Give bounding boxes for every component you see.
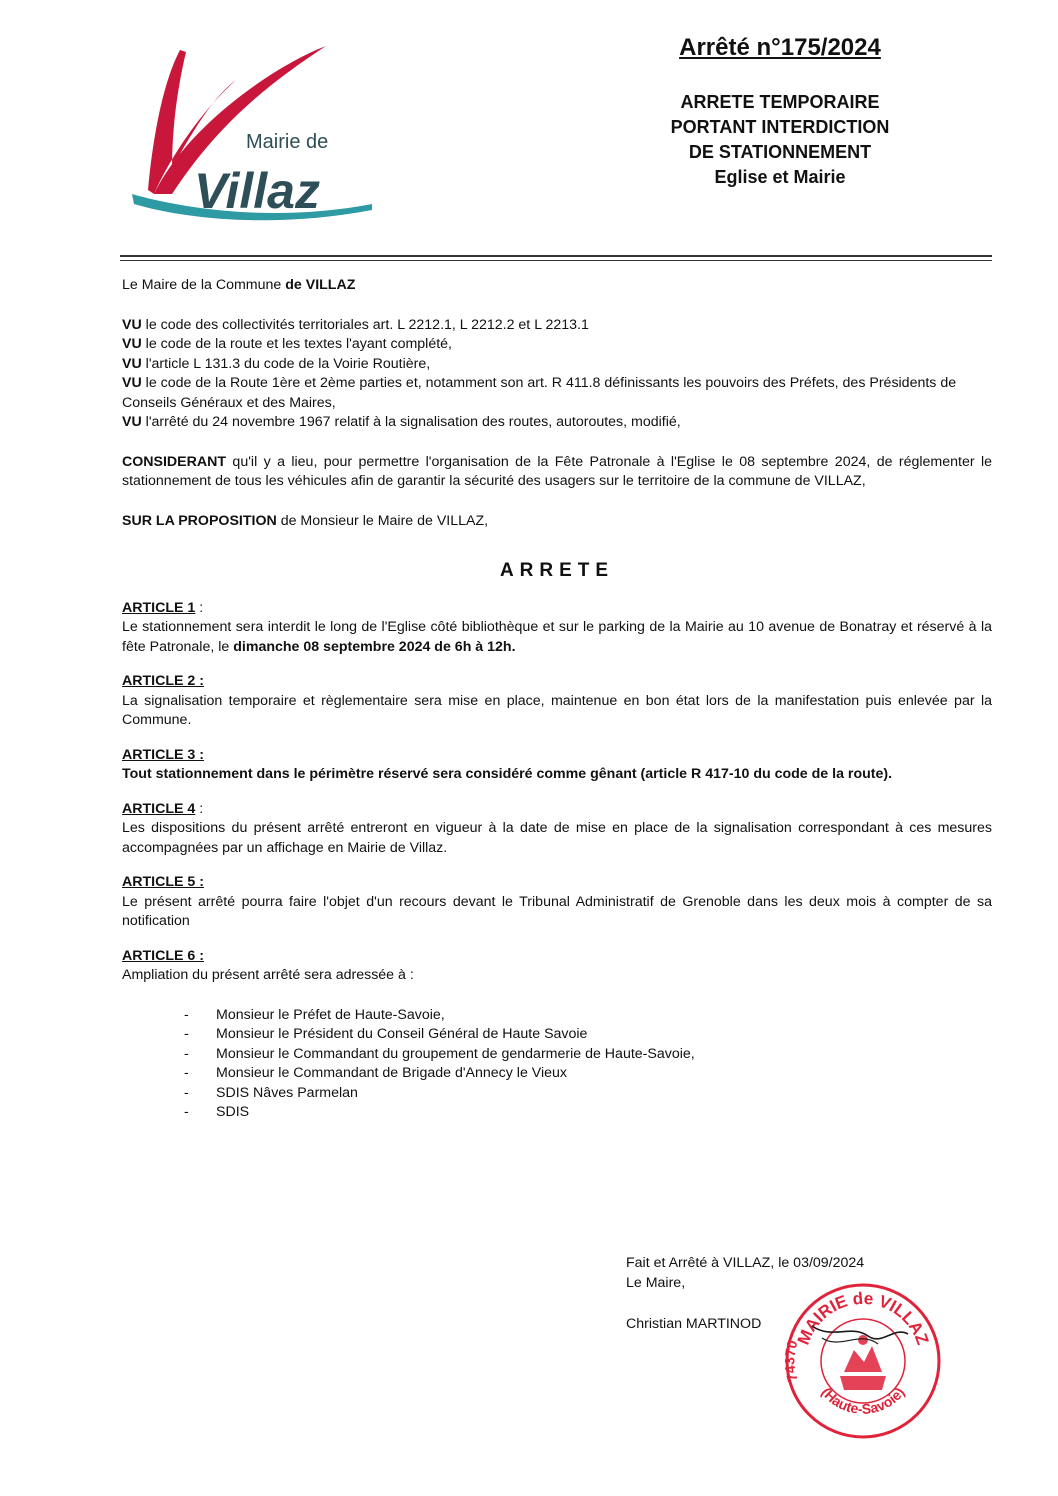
document-subtitle: [560, 90, 1000, 190]
list-item: [122, 1025, 992, 1045]
list-item-text: Monsieur le Commandant de Brigade d'Annecy le Vieux: [216, 1065, 568, 1081]
subtitle-line-2: PORTANT INTERDICTION: [670, 117, 890, 137]
list-bullet: -: [184, 1065, 189, 1081]
vu-text: le code de la route et les textes l'ayant complété,: [141, 336, 453, 352]
article-text: Ampliation du présent arrêté sera adressée à :: [122, 967, 414, 983]
article-3: [122, 746, 992, 785]
list-item-text: Monsieur le Préfet de Haute-Savoie,: [216, 1006, 445, 1023]
subtitle-line-4: Eglise et Mairie: [714, 167, 846, 187]
article-4: [122, 800, 992, 859]
signature-role: Le Maire,: [626, 1274, 686, 1291]
considerant-text: qu'il y a lieu, pour permettre l'organisation de la Fête Patronale à l'Eglise le 08 septembre 2024, de réglementer le stationnement de tous les véhicules afin de garantir la sécurité des usagers sur le territoire de la commune de VILLAZ,: [122, 453, 992, 489]
article-title: ARTICLE 1: [122, 599, 196, 616]
recipient-list: [122, 1006, 992, 1123]
vu-text: l'article L 131.3 du code de la Voirie Routière,: [141, 355, 431, 372]
list-item: [122, 1045, 992, 1065]
article-1: [122, 599, 992, 658]
article-heading: [122, 947, 992, 967]
intro-bold: de VILLAZ: [285, 277, 356, 293]
article-body: [122, 765, 992, 785]
intro: [122, 276, 992, 296]
vu-label: VU: [122, 355, 142, 372]
vu-item: [122, 413, 992, 433]
article-heading: [122, 672, 992, 692]
article-6: [122, 947, 992, 1123]
stamp-emblem-icon: [840, 1335, 886, 1390]
header-divider: [120, 255, 992, 261]
arrete-heading: ARRETE: [499, 560, 615, 581]
official-stamp: [782, 1280, 944, 1442]
article-title: ARTICLE 4: [122, 800, 196, 817]
spacer: [122, 433, 992, 453]
article-body: [122, 966, 992, 986]
signatory-name: Christian MARTINOD: [626, 1316, 762, 1332]
article-heading: [122, 873, 992, 893]
article-title: ARTICLE 5 :: [122, 874, 204, 890]
article-title: ARTICLE 3 :: [122, 746, 204, 763]
vu-item: [122, 335, 992, 355]
article-text: La signalisation temporaire et règlementaire sera mise en place, maintenue en bon état lors de la manifestation puis enlevée par la Commune.: [122, 692, 992, 728]
vu-label: VU: [122, 414, 142, 430]
article-body: [122, 893, 992, 932]
article-bold: Tout stationnement dans le périmètre réservé sera considéré comme gênant (article R 417-10 du code de la route).: [122, 766, 893, 782]
list-item-text: Monsieur le Commandant du groupement de gendarmerie de Haute-Savoie,: [216, 1045, 695, 1062]
spacer: [122, 492, 992, 512]
article-text: Les dispositions du présent arrêté entreront en vigueur à la date de mise en place de la signalisation correspondant à ces mesures accompagnées par un affichage en Mairie de Villaz.: [122, 820, 992, 856]
vu-label: VU: [122, 336, 142, 352]
list-item: [122, 1103, 992, 1123]
logo-line2: Villaz: [194, 163, 320, 219]
document-body: [122, 276, 992, 1138]
vu-text: le code des collectivités territoriales art. L 2212.1, L 2212.2 et L 2213.1: [141, 316, 589, 333]
logo-line1: Mairie de: [246, 131, 329, 153]
considerant-paragraph: [122, 453, 992, 492]
divider-line-thick: [120, 255, 992, 257]
proposition-paragraph: [122, 512, 992, 532]
vu-list: [122, 316, 992, 433]
article-bold: dimanche 08 septembre 2024 de 6h à 12h.: [233, 638, 516, 655]
article-title: ARTICLE 6 :: [122, 947, 204, 964]
article-body: [122, 618, 992, 657]
article-body: [122, 819, 992, 858]
list-bullet: -: [184, 1006, 189, 1023]
vu-label: VU: [122, 316, 142, 333]
intro-text: Le Maire de la Commune: [122, 277, 286, 293]
spacer: [122, 296, 992, 316]
article-heading: [122, 800, 992, 820]
article-title: ARTICLE 2 :: [122, 673, 204, 689]
vu-text: le code de la Route 1ère et 2ème parties et, notamment son art. R 411.8 définissants les pouvoirs des Préfets, des Présidents de Conseils Généraux et des Maires,: [122, 375, 957, 411]
list-bullet: -: [184, 1026, 189, 1042]
vu-item: [122, 355, 992, 375]
list-item-text: Monsieur le Président du Conseil Général de Haute Savoie: [216, 1026, 588, 1042]
article-heading: [122, 599, 992, 619]
list-bullet: -: [184, 1084, 189, 1101]
article-sep: :: [195, 800, 204, 817]
divider-line-thin: [120, 260, 992, 261]
mairie-logo: [128, 44, 378, 224]
article-5: [122, 873, 992, 932]
proposition-label: SUR LA PROPOSITION: [122, 512, 277, 529]
vu-item: [122, 316, 992, 336]
stamp-top-text: MAIRIE de VILLAZ: [793, 1288, 933, 1348]
article-2: [122, 672, 992, 731]
stamp-bottom-text: (Haute-Savoie): [818, 1384, 908, 1418]
list-item: [122, 1064, 992, 1084]
article-body: [122, 692, 992, 731]
logo-swoosh-icon: [128, 44, 378, 224]
signature-place-date: Fait et Arrêté à VILLAZ, le 03/09/2024: [626, 1255, 865, 1271]
list-item-text: SDIS: [216, 1104, 250, 1120]
article-text: Le présent arrêté pourra faire l'objet d'un recours devant le Tribunal Administratif de Grenoble dans les deux mois à compter de sa notification: [122, 893, 992, 929]
vu-item: [122, 374, 992, 413]
list-item: [122, 1006, 992, 1026]
stamp-seal-icon: [782, 1280, 944, 1442]
list-item: [122, 1084, 992, 1104]
article-sep: :: [195, 599, 204, 616]
subtitle-line-3: DE STATIONNEMENT: [688, 142, 872, 162]
list-bullet: -: [184, 1045, 189, 1062]
document-title: Arrêté n°175/2024: [679, 34, 881, 61]
stamp-side-text: 74370: [782, 1338, 801, 1384]
signature-scribble-icon: [822, 1338, 878, 1344]
vu-label: VU: [122, 375, 142, 391]
proposition-text: de Monsieur le Maire de VILLAZ,: [276, 512, 489, 529]
list-item-text: SDIS Nâves Parmelan: [216, 1084, 358, 1101]
vu-text: l'arrêté du 24 novembre 1967 relatif à la signalisation des routes, autoroutes, modifié,: [141, 414, 681, 430]
article-heading: [122, 746, 992, 766]
article-text: Le stationnement sera interdit le long de l'Eglise côté bibliothèque et sur le parking de la Mairie au 10 avenue de Bonatray et réservé à la fête Patronale, le: [122, 619, 992, 655]
considerant-label: CONSIDERANT: [122, 453, 227, 470]
subtitle-line-1: ARRETE TEMPORAIRE: [680, 92, 880, 112]
list-bullet: -: [184, 1104, 189, 1120]
